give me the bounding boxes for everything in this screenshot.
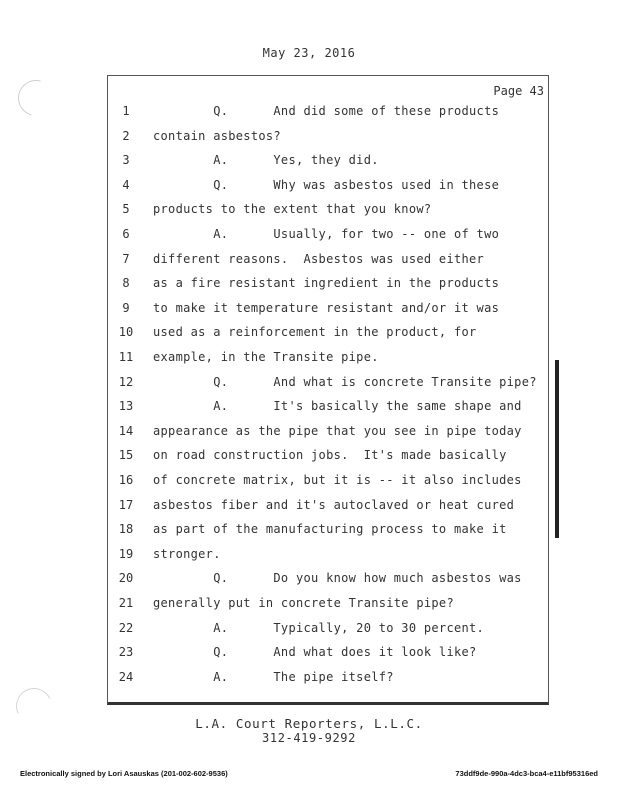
frame-edge-mark <box>555 360 559 538</box>
line-number: 17 <box>118 498 134 512</box>
line-text: Q. Do you know how much asbestos was <box>153 571 522 585</box>
line-text: A. The pipe itself? <box>153 670 394 684</box>
line-text: on road construction jobs. It's made basically <box>153 448 507 462</box>
line-text: different reasons. Asbestos was used either <box>153 252 485 266</box>
line-text: as a fire resistant ingredient in the products <box>153 276 500 290</box>
header-date: May 23, 2016 <box>262 46 356 60</box>
line-text: Q. Why was asbestos used in these <box>153 178 500 192</box>
line-text: generally put in concrete Transite pipe? <box>153 596 454 610</box>
line-text: A. Usually, for two -- one of two <box>153 227 500 241</box>
page-number: Page 43 <box>493 84 544 98</box>
line-number: 24 <box>118 670 134 684</box>
line-number: 6 <box>122 227 130 241</box>
line-number: 16 <box>118 473 134 487</box>
line-text: Q. And what is concrete Transite pipe? <box>153 375 537 389</box>
line-number: 19 <box>118 547 134 561</box>
line-text: used as a reinforcement in the product, for <box>153 325 477 339</box>
document-id: 73ddf9de-990a-4dc3-bca4-e11bf95316ed <box>455 769 598 778</box>
line-text: products to the extent that you know? <box>153 202 432 216</box>
line-number: 11 <box>118 350 134 364</box>
line-number: 3 <box>122 153 130 167</box>
electronic-signature: Electronically signed by Lori Asauskas (201-002-602-9536) <box>20 769 228 778</box>
line-number: 5 <box>122 202 130 216</box>
line-text: stronger. <box>153 547 221 561</box>
line-number: 4 <box>122 178 130 192</box>
binder-hole-top <box>11 73 60 122</box>
line-number: 9 <box>122 301 130 315</box>
transcript-frame <box>107 75 549 705</box>
line-number: 12 <box>118 375 134 389</box>
line-text: example, in the Transite pipe. <box>153 350 379 364</box>
line-number: 1 <box>122 104 130 118</box>
line-number: 22 <box>118 621 134 635</box>
line-text: A. Yes, they did. <box>153 153 379 167</box>
line-number: 13 <box>118 399 134 413</box>
line-text: asbestos fiber and it's autoclaved or heat cured <box>153 498 515 512</box>
line-number: 15 <box>118 448 134 462</box>
line-text: A. Typically, 20 to 30 percent. <box>153 621 485 635</box>
reporter-company: L.A. Court Reporters, L.L.C. <box>195 716 423 731</box>
line-number: 8 <box>122 276 130 290</box>
line-number: 2 <box>122 129 130 143</box>
line-text: of concrete matrix, but it is -- it also includes <box>153 473 522 487</box>
line-text: Q. And what does it look like? <box>153 645 477 659</box>
line-text: Q. And did some of these products <box>153 104 500 118</box>
line-text: to make it temperature resistant and/or it was <box>153 301 500 315</box>
line-text: contain asbestos? <box>153 129 281 143</box>
line-number: 20 <box>118 571 134 585</box>
line-text: as part of the manufacturing process to make it <box>153 522 507 536</box>
line-number: 21 <box>118 596 134 610</box>
line-number: 14 <box>118 424 134 438</box>
line-number: 18 <box>118 522 134 536</box>
line-text: appearance as the pipe that you see in pipe today <box>153 424 522 438</box>
line-text: A. It's basically the same shape and <box>153 399 522 413</box>
line-number: 23 <box>118 645 134 659</box>
line-number: 10 <box>118 325 134 339</box>
reporter-phone: 312-419-9292 <box>262 731 356 745</box>
line-number: 7 <box>122 252 130 266</box>
